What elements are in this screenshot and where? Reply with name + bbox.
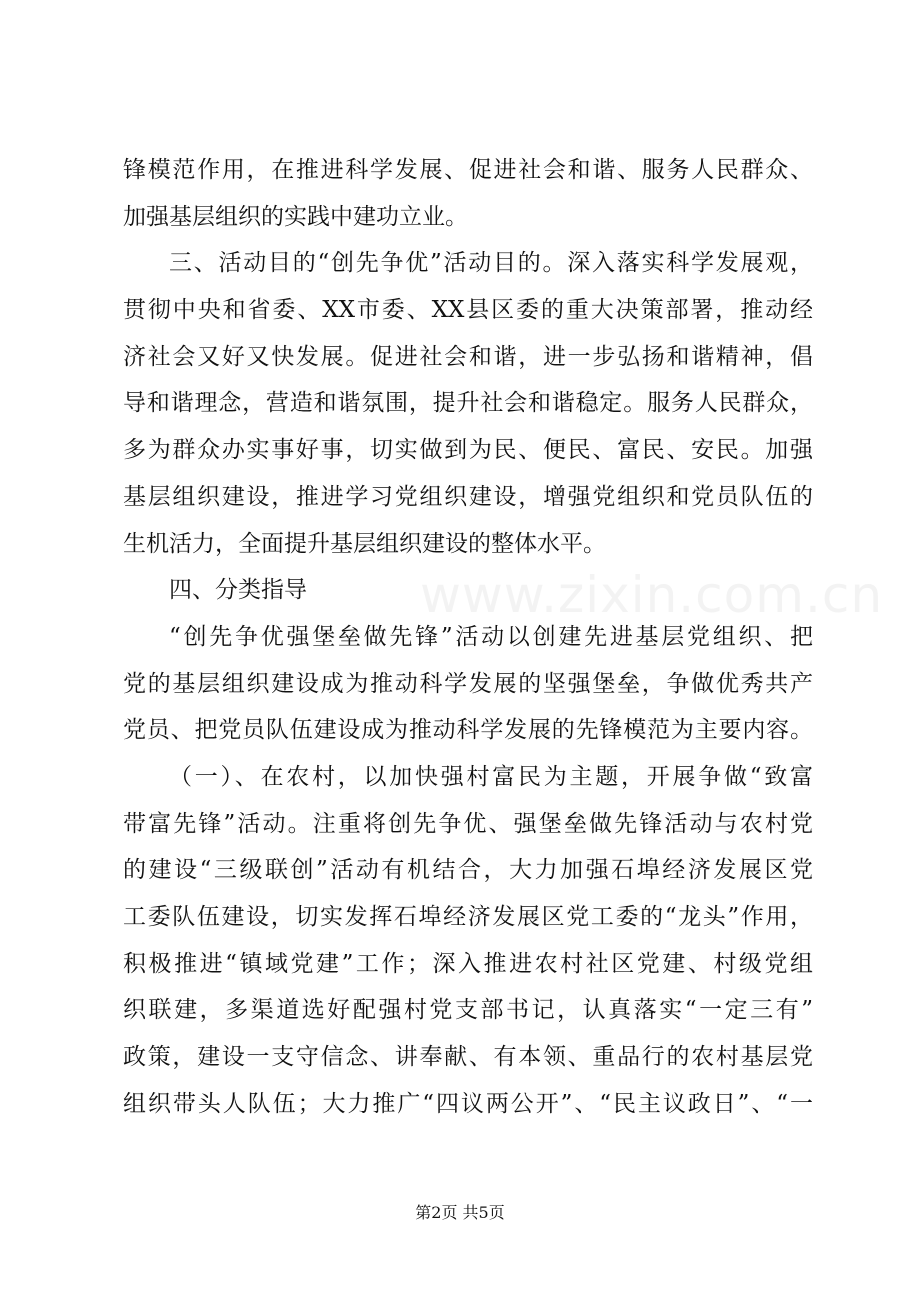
text-line: 锋模范作用，在推进科学发展、促进社会和谐、服务人民群众、 (123, 157, 813, 183)
text-line: 加强基层组织的实践中建功立业。 (123, 203, 468, 230)
text-line: 多为群众办实事好事，切实做到为民、便民、富民、安民。加强 (123, 437, 813, 464)
text-line: 四、分类指导 (169, 577, 307, 604)
text-line: 带富先锋”活动。注重将创先争优、强堡垒做先锋活动与农村党 (123, 810, 813, 837)
text-line: 基层组织建设，推进学习党组织建设，增强党组织和党员队伍的 (123, 483, 813, 510)
watermark: www.zixin.com.cn (420, 566, 884, 624)
document-body (123, 147, 884, 1127)
text-line: （一）、在农村，以加快强村富民为主题，开展争做“致富 (169, 763, 813, 790)
text-line: 工委队伍建设，切实发挥石埠经济发展区党工委的“龙头”作用， (123, 904, 813, 930)
text-line: 生机活力，全面提升基层组织建设的整体水平。 (123, 530, 606, 557)
text-line: 织联建，多渠道选好配强村党支部书记，认真落实“一定三有” (123, 997, 813, 1024)
text-line: 党员、把党员队伍建设成为推动科学发展的先锋模范为主要内容。 (123, 717, 813, 744)
page-footer: 第2页 共5页 (415, 1203, 505, 1222)
text-line: 济社会又好又快发展。促进社会和谐，进一步弘扬和谐精神，倡 (123, 343, 813, 370)
text-line: 政策，建设一支守信念、讲奉献、有本领、重品行的农村基层党 (123, 1044, 813, 1071)
text-line: 党的基层组织建设成为推动科学发展的坚强堡垒，争做优秀共产 (123, 670, 813, 697)
text-line: 三、活动目的“创先争优”活动目的。深入落实科学发展观， (169, 250, 813, 277)
text-line: 导和谐理念，营造和谐氛围，提升社会和谐稳定。服务人民群众， (123, 390, 813, 417)
text-line: 积极推进“镇域党建”工作；深入推进农村社区党建、村级党组 (123, 950, 813, 977)
text-line: “创先争优强堡垒做先锋”活动以创建先进基层党组织、把 (169, 623, 813, 650)
text-line: 贯彻中央和省委、XX市委、XX县区委的重大决策部署，推动经 (123, 297, 813, 324)
text-line: 的建设“三级联创”活动有机结合，大力加强石埠经济发展区党 (123, 857, 813, 884)
text-line: 组织带头人队伍；大力推广“四议两公开”、“民主议政日”、“一 (123, 1090, 813, 1117)
